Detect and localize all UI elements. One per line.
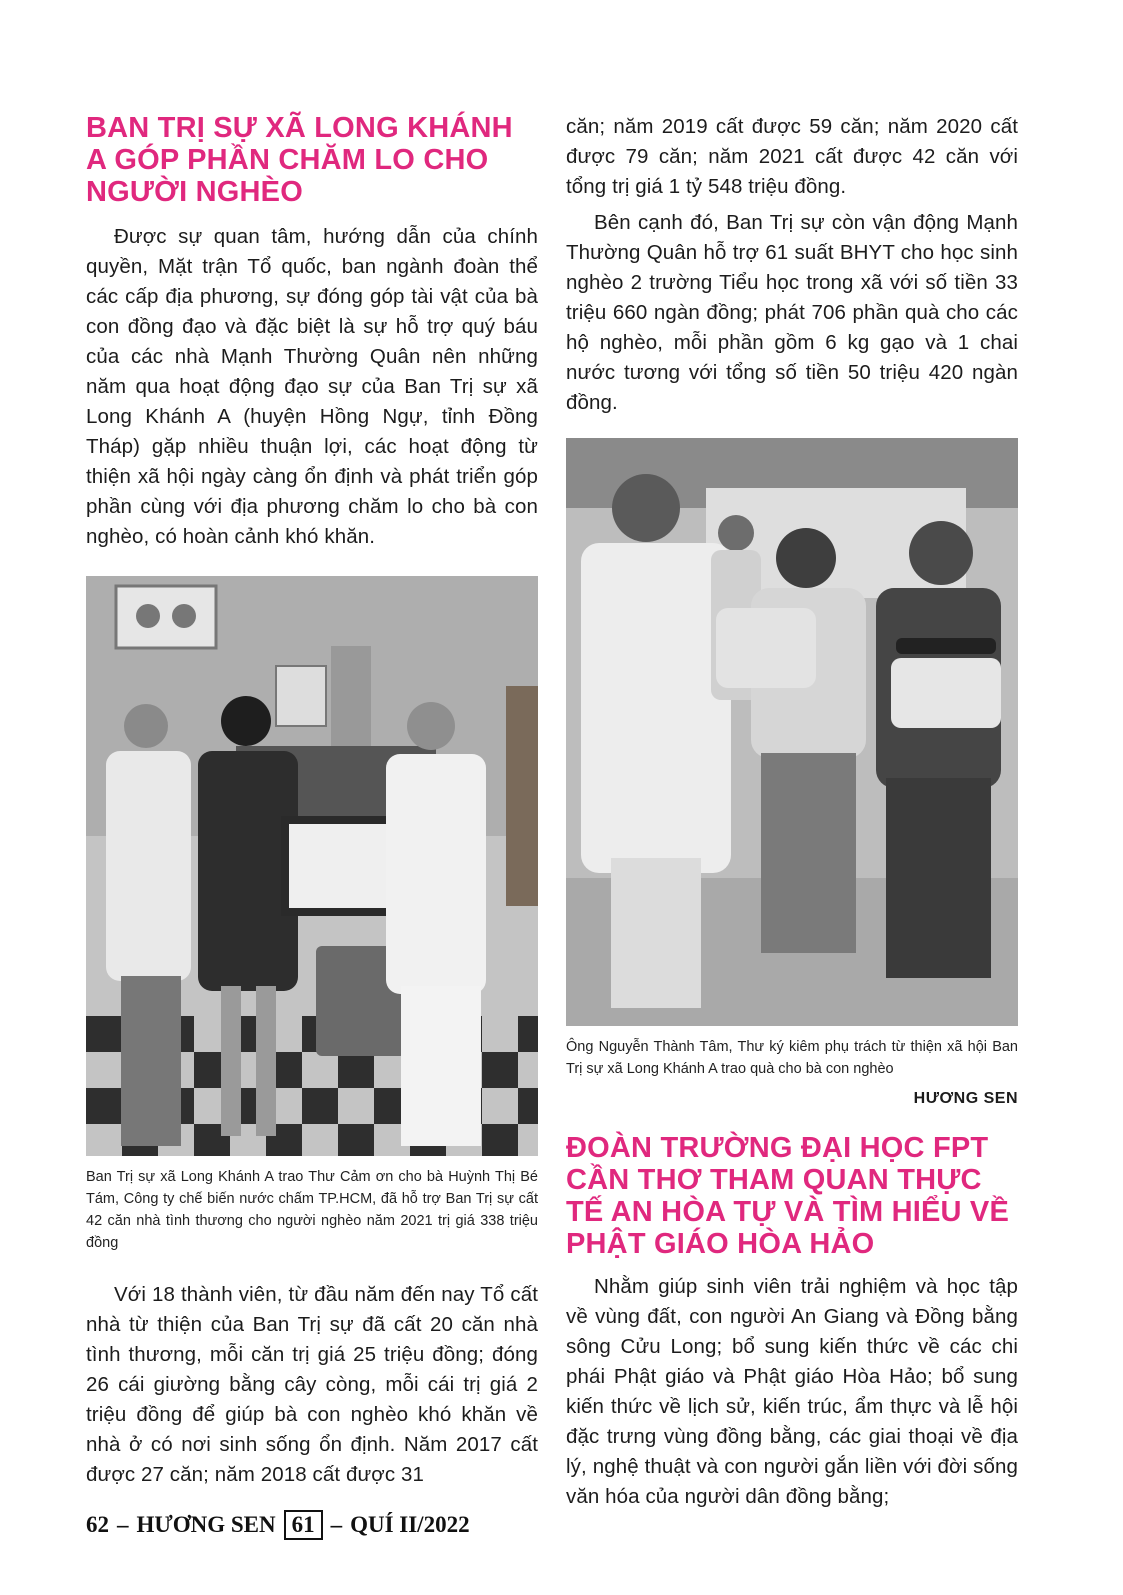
article1-paragraph-2: Với 18 thành viên, từ đầu năm đến nay Tổ cất nhà từ thiện của Ban Trị sự đã cất 20 căn nhà tình thương, mỗi căn trị giá 25 triệu đồng; đóng 26 cái giường bằng cây còng, mỗi cái trị giá 2 triệu đồng để giúp bà con nghèo khó khăn về nhà ở có nơi sinh sống ổn định. Năm 2017 cất được 27 căn; năm 2018 cất được 31 <box>86 1283 538 1486</box>
article2-headline: ĐOÀN TRƯỜNG ĐẠI HỌC FPT CẦN THƠ THAM QUAN THỰC TẾ AN HÒA TỰ VÀ TÌM HIỂU VỀ PHẬT GIÁO HÒA HẢO <box>566 1132 1009 1260</box>
magazine-name: HƯƠNG SEN <box>136 1512 276 1537</box>
left-column <box>86 112 538 1490</box>
article1-byline: HƯƠNG SEN <box>913 1090 1018 1107</box>
page-number: 62 <box>86 1512 109 1537</box>
photo-award-ceremony-caption: Ban Trị sự xã Long Khánh A trao Thư Cảm ơn cho bà Huỳnh Thị Bé Tám, Công ty chế biến nước chấm TP.HCM, đã hỗ trợ Ban Trị sự cất 42 căn nhà tình thương cho người nghèo năm 2021 trị giá 338 triệu đồng <box>86 1169 538 1251</box>
footer-dash-1: – <box>117 1512 129 1537</box>
article1-paragraph-2-continued: căn; năm 2019 cất được 59 căn; năm 2020 cất được 79 căn; năm 2021 cất được 42 căn với tổng trị giá 1 tỷ 548 triệu đồng. <box>566 115 1018 198</box>
photo-gift-distribution-caption: Ông Nguyễn Thành Tâm, Thư ký kiêm phụ trách từ thiện xã hội Ban Trị sự xã Long Khánh A trao quà cho bà con nghèo <box>566 1039 1018 1077</box>
article1-paragraph-3: Bên cạnh đó, Ban Trị sự còn vận động Mạnh Thường Quân hỗ trợ 61 suất BHYT cho học sinh nghèo 2 trường Tiểu học trong xã với số tiền 33 triệu 660 ngàn đồng; phát 706 phần quà cho các hộ nghèo, mỗi phần gồm 6 kg gạo và 1 chai nước tương với tổng số tiền 50 triệu 420 ngàn đồng. <box>566 211 1018 414</box>
page-footer <box>86 1508 470 1542</box>
right-column <box>566 112 1018 1512</box>
photo-gift-distribution-image <box>566 438 1018 1026</box>
article1-headline: BAN TRỊ SỰ XÃ LONG KHÁNH A GÓP PHẦN CHĂM LO CHO NGƯỜI NGHÈO <box>86 112 513 208</box>
article2-paragraph-1: Nhằm giúp sinh viên trải nghiệm và học tập về vùng đất, con người An Giang và Đồng bằng sông Cửu Long; bổ sung kiến thức về các chi phái Phật giáo và Phật giáo Hòa Hảo; bổ sung kiến thức về lịch sử, kiến trúc, ẩm thực và lễ hội đặc trưng vùng đồng bằng, các giai thoại về địa lý, nghệ thuật và con người gắn liền với đời sống văn hóa của người dân đồng bằng; <box>566 1275 1018 1508</box>
article1-paragraph-1: Được sự quan tâm, hướng dẫn của chính quyền, Mặt trận Tổ quốc, ban ngành đoàn thể các cấp địa phương, sự đóng góp tài vật của bà con đồng đạo và đặc biệt là sự hỗ trợ quý báu của các nhà Mạnh Thường Quân nên những năm qua hoạt động đạo sự của Ban Trị sự xã Long Khánh A (huyện Hồng Ngự, tỉnh Đồng Tháp) gặp nhiều thuận lợi, các hoạt động từ thiện xã hội ngày càng ổn định và phát triển góp phần cùng với địa phương chăm lo cho bà con nghèo, có hoàn cảnh khó khăn. <box>86 225 538 548</box>
issue-period: QUÍ II/2022 <box>350 1512 470 1537</box>
photo-award-ceremony-image <box>86 576 538 1156</box>
issue-number-box: 61 <box>284 1510 323 1540</box>
photo-award-ceremony <box>86 576 538 1156</box>
photo-gift-distribution <box>566 438 1018 1026</box>
footer-dash-2: – <box>330 1512 343 1537</box>
